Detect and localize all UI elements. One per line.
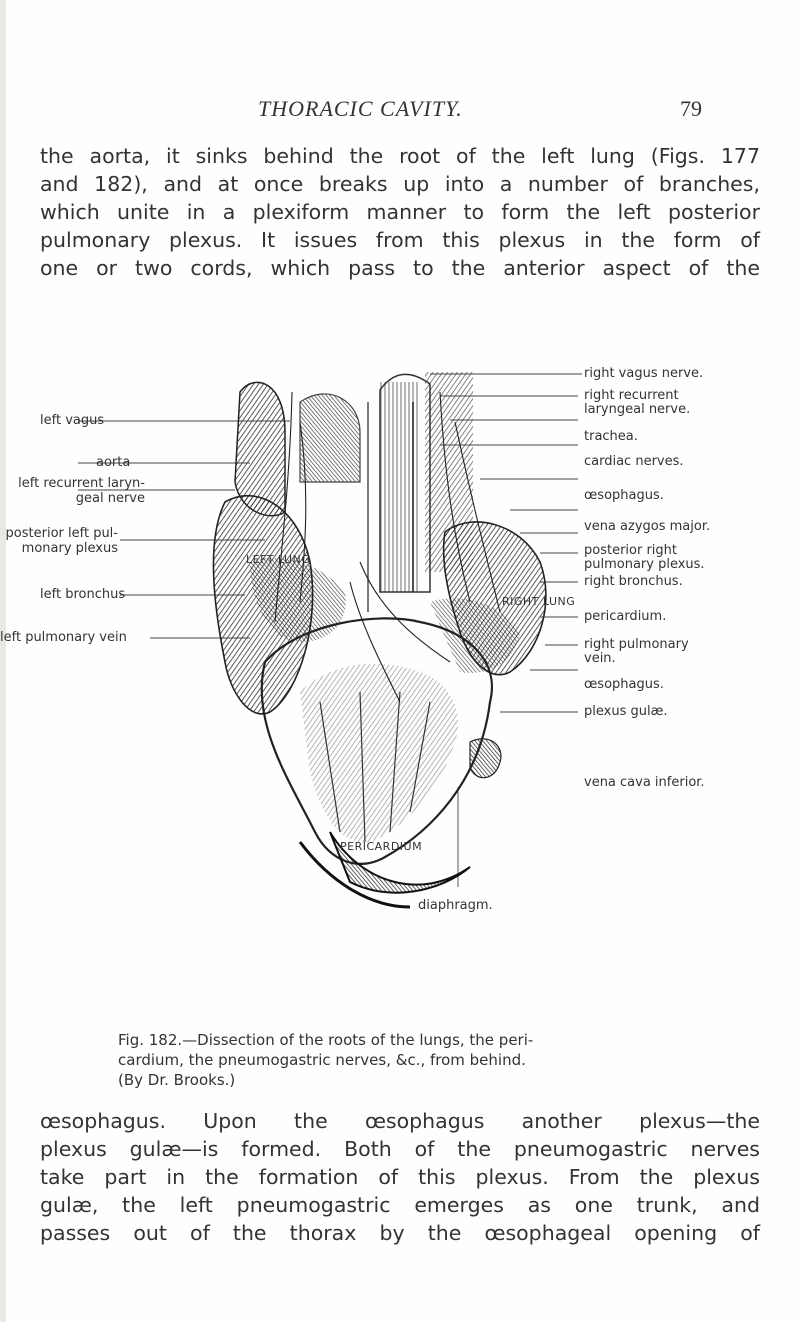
paragraph-bottom: [40, 1107, 760, 1247]
caption-line: cardium, the pneumogastric nerves, &c., from behind.: [118, 1051, 526, 1069]
label-posterior-right-1: posterior right: [584, 543, 678, 558]
label-cardiac-nerves: cardiac nerves.: [584, 454, 684, 469]
label-left-recurrent-1: left recurrent laryn-: [18, 476, 145, 491]
label-pericardium: pericardium.: [584, 609, 667, 624]
figure-caption: [118, 1030, 686, 1090]
label-trachea: trachea.: [584, 429, 638, 444]
label-left-bronchus: left bronchus: [40, 587, 126, 602]
text-line: pulmonary plexus. It issues from this plexus in the form of: [40, 228, 760, 252]
text-line: œsophagus. Upon the œsophagus another plexus—the: [40, 1109, 760, 1133]
text-line: one or two cords, which pass to the anterior aspect of the: [40, 256, 760, 280]
caption-line: (By Dr. Brooks.): [118, 1071, 236, 1089]
page-number: 79: [680, 96, 702, 121]
label-oesophagus-lower: œsophagus.: [584, 677, 664, 692]
text-line: which unite in a plexiform manner to form the left posterior: [40, 200, 760, 224]
running-title: THORACIC CAVITY.: [258, 96, 463, 121]
label-aorta: aorta: [96, 455, 131, 470]
text-line: and 182), and at once breaks up into a number of branches,: [40, 172, 760, 196]
label-oesophagus-upper: œsophagus.: [584, 488, 664, 503]
paragraph-top: [40, 142, 760, 282]
text-line: plexus gulæ—is formed. Both of the pneumogastric nerves: [40, 1137, 760, 1161]
label-posterior-left-1: posterior left pul-: [5, 526, 118, 541]
anatomical-figure: [0, 362, 800, 922]
label-plexus-gulae: plexus gulæ.: [584, 704, 668, 719]
pericardium-inner-label: PERICARDIUM: [340, 840, 423, 853]
caption-line: Fig. 182.—Dissection of the roots of the lungs, the peri-: [118, 1031, 534, 1049]
text-line: gulæ, the left pneumogastric emerges as one trunk, and: [40, 1193, 760, 1217]
label-left-vagus: left vagus: [40, 413, 105, 428]
label-posterior-right-2: pulmonary plexus.: [584, 557, 705, 572]
label-vena-azygos: vena azygos major.: [584, 519, 711, 534]
label-vena-cava-inferior: vena cava inferior.: [584, 775, 705, 790]
label-right-pulmonary-vein-1: right pulmonary: [584, 637, 689, 652]
label-right-vagus: right vagus nerve.: [584, 366, 704, 381]
label-right-recurrent-1: right recurrent: [584, 388, 679, 403]
label-right-pulmonary-vein-2: vein.: [584, 651, 616, 666]
label-posterior-left-2: monary plexus: [21, 541, 118, 556]
label-right-recurrent-2: laryngeal nerve.: [584, 402, 691, 417]
label-diaphragm: diaphragm.: [418, 898, 493, 913]
text-line: take part in the formation of this plexus. From the plexus: [40, 1165, 760, 1189]
label-right-bronchus: right bronchus.: [584, 574, 683, 589]
label-left-recurrent-2: geal nerve: [75, 491, 145, 506]
label-left-pulmonary-vein: left pulmonary vein: [0, 630, 127, 645]
right-lung-label: RIGHT LUNG: [502, 595, 576, 608]
text-line: the aorta, it sinks behind the root of the left lung (Figs. 177: [40, 144, 760, 168]
left-lung-label: LEFT LUNG: [246, 553, 311, 566]
text-line: passes out of the thorax by the œsophageal opening of: [40, 1221, 760, 1245]
